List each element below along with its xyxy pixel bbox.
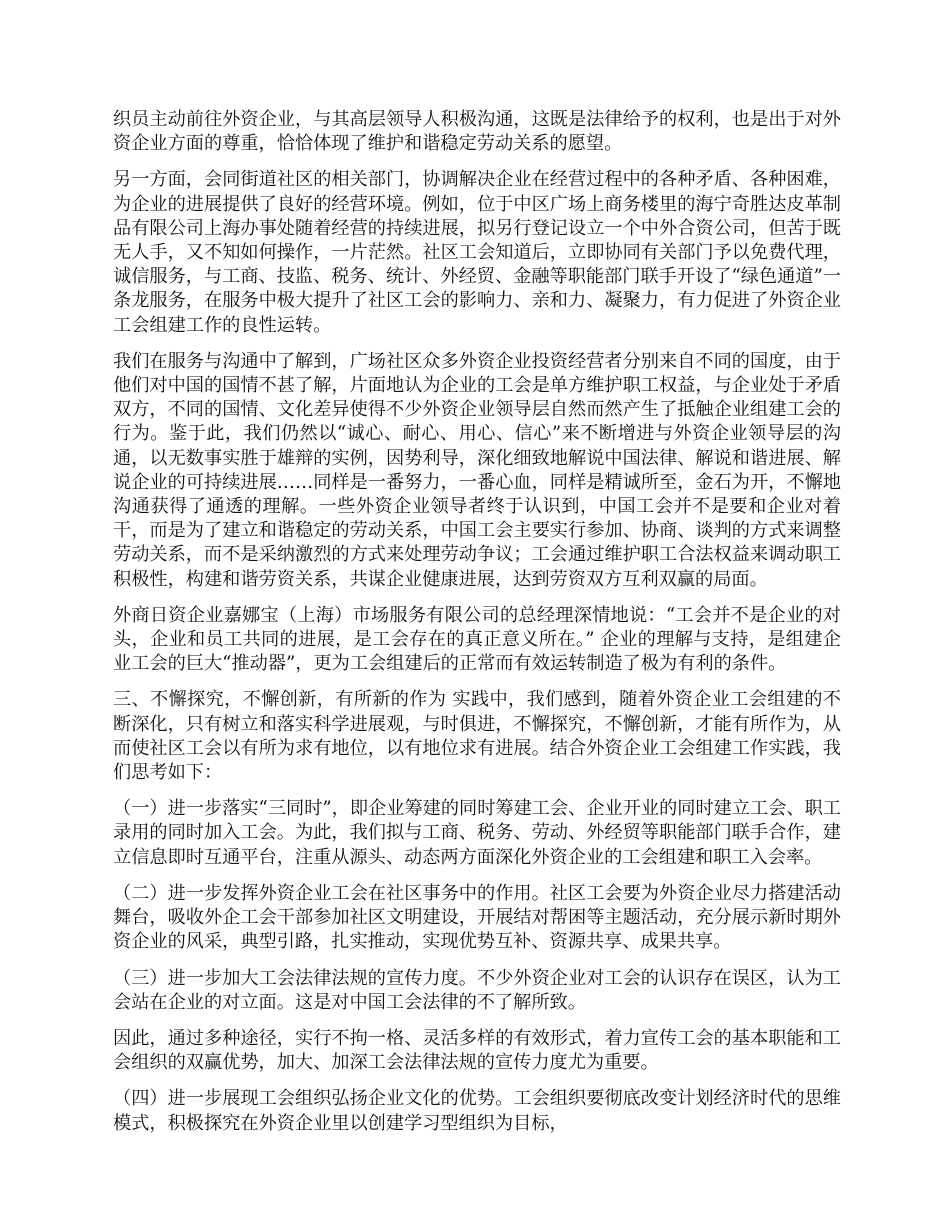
paragraph: （二）进一步发挥外资企业工会在社区事务中的作用。社区工会要为外资企业尽力搭建活动舞台，吸收外企工会干部参加社区文明建设，开展结对帮困等主题活动，充分展示新时期外资企业的风采，典型引路，扎实推动，实现优势互补、资源共享、成果共享。 (113, 882, 841, 953)
paragraph: （三）进一步加大工会法律法规的宣传力度。不少外资企业对工会的认识存在误区，认为工会站在企业的对立面。这是对中国工会法律的不了解所致。 (113, 967, 841, 1013)
paragraph: （四）进一步展现工会组织弘扬企业文化的优势。工会组织要彻底改变计划经济时代的思维模式，积极探究在外资企业里以创建学习型组织为目标， (113, 1088, 841, 1134)
paragraph: 因此，通过多种途径，实行不拘一格、灵活多样的有效形式，着力宣传工会的基本职能和工会组织的双赢优势，加大、加深工会法律法规的宣传力度尤为重要。 (113, 1027, 841, 1074)
paragraph: 织员主动前往外资企业，与其高层领导人积极沟通，这既是法律给予的权利，也是出于对外资企业方面的尊重，恰恰体现了维护和谐稳定劳动关系的愿望。 (113, 109, 841, 155)
paragraph: 另一方面，会同街道社区的相关部门，协调解决企业在经营过程中的各种矛盾、各种困难，为企业的进展提供了良好的经营环境。例如，位于中区广场上商务楼里的海宁奇胜达皮革制品有限公司上海办事处随着经营的持续进展，拟另行登记设立一个中外合资公司，但苦于既无人手，又不知如何操作，一片茫然。社区工会知道后，立即协同有关部门予以免费代理，诚信服务，与工商、技监、税务、统计、外经贸、金融等职能部门联手开设了“绿色通道”一条龙服务，在服务中极大提升了社区工会的影响力、亲和力、凝聚力，有力促进了外资企业工会组建工作的良性运转。 (113, 169, 841, 336)
paragraph: 外商日资企业嘉娜宝（上海）市场服务有限公司的总经理深情地说：“工会并不是企业的对头，企业和员工共同的进展，是工会存在的真正意义所在。” 企业的理解与支持，是组建企业工会的巨大“推动器”，更为工会组建后的正常而有效运转制造了极为有利的条件。 (113, 604, 841, 675)
document-body (113, 108, 841, 1148)
paragraph: （一）进一步落实“三同时”，即企业筹建的同时筹建工会、企业开业的同时建立工会、职工录用的同时加入工会。为此，我们拟与工商、税务、劳动、外经贸等职能部门联手合作，建立信息即时互通平台，注重从源头、动态两方面深化外资企业的工会组建和职工入会率。 (113, 798, 841, 868)
paragraph: 我们在服务与沟通中了解到，广场社区众多外资企业投资经营者分别来自不同的国度，由于他们对中国的国情不甚了解，片面地认为企业的工会是单方维护职工权益，与企业处于矛盾双方，不同的国情、文化差异使得不少外资企业领导层自然而然产生了抵触企业组建工会的行为。鉴于此，我们仍然以“诚心、耐心、用心、信心”来不断增进与外资企业领导层的沟通，以无数事实胜于雄辩的实例，因势利导，深化细致地解说中国法律、解说和谐进展、解说企业的可持续进展……同样是一番努力，一番心血，同样是精诚所至，金石为开，不懈地沟通获得了通透的理解。一些外资企业领导者终于认识到，中国工会并不是要和企业对着干，而是为了建立和谐稳定的劳动关系，中国工会主要实行参加、协商、谈判的方式来调整劳动关系，而不是采纳激烈的方式来处理劳动争议；工会通过维护职工合法权益来调动职工积极性，构建和谐劳资关系，共谋企业健康进展，达到劳资双方互利双赢的局面。 (113, 350, 841, 590)
paragraph: 三、不懈探究，不懈创新，有所新的作为 实践中，我们感到，随着外资企业工会组建的不断深化，只有树立和落实科学进展观，与时俱进，不懈探究，不懈创新，才能有所作为，从而使社区工会以有所为求有地位，以有地位求有进展。结合外资企业工会组建工作实践，我们思考如下： (113, 689, 841, 784)
